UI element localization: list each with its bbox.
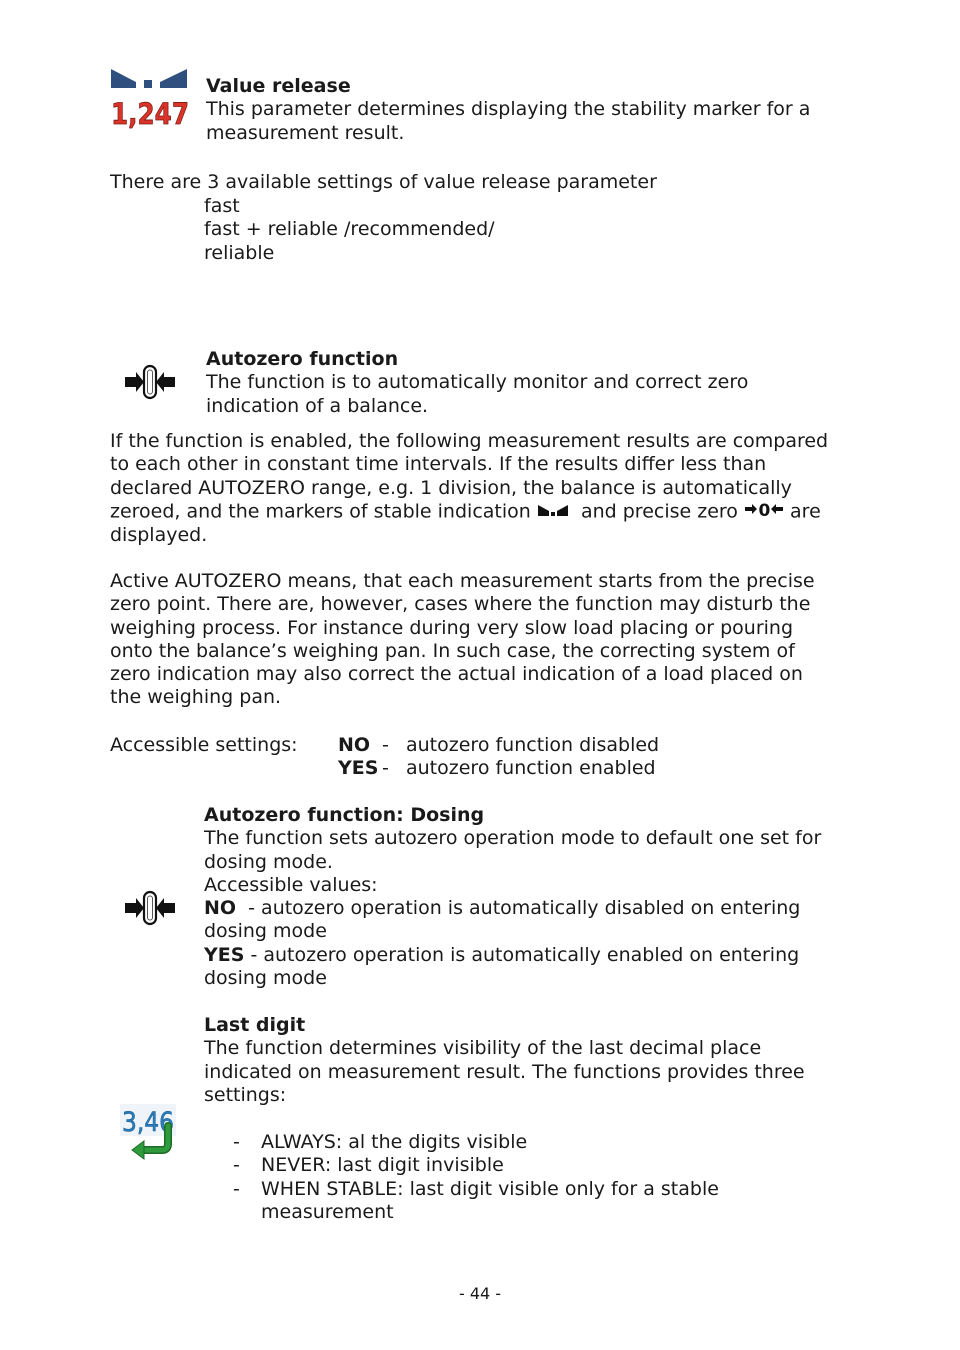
svg-text:1,247: 1,247 [111,97,189,131]
value-release-description: This parameter determines displaying the stability marker for a measurement result. [206,98,811,144]
svg-text:3,46: 3,46 [122,1107,174,1138]
precise-zero-icon [744,500,784,524]
autozero-settings-label: Accessible settings: [110,734,298,756]
list-item: - ALWAYS: al the digits visible [233,1131,528,1153]
autozero-icon [124,364,176,400]
list-item: - NEVER: last digit invisible [233,1154,504,1177]
page-number: - 44 - [458,1284,502,1303]
autozero-setting-yes: YES - autozero function enabled [338,757,656,779]
autozero-section [206,348,836,418]
stable-marker-icon [537,500,569,523]
autozero-description: The function is to automatically monitor and correct zero indication of a balance. [206,371,749,417]
value-release-intro: There are 3 available settings of value release parameter [110,171,657,193]
dosing-value-yes: YES - autozero operation is automatically enabled on entering dosing mode [204,943,800,990]
svg-text:0: 0 [758,500,771,521]
autozero-paragraph-2: Active AUTOZERO means, that each measurement starts from the precise zero point. There are, however, cases where the function may disturb the weighing process. For instance during very slow load placing or pouring onto the balance’s weighing pan. In such case, the correcting system of zero indication may also correct the actual indication of a load placed on the weighing pan. [110,570,815,709]
value-release-title: Value release [206,75,351,97]
autozero-paragraph-1: If the function is enabled, the following measurement results are compared to each other in constant time intervals. If the results differ less than declared AUTOZERO range, e.g. 1 division, the balance is automatically zeroed, and the markers of stable indication and precise zero 0 are displayed. [110,430,829,547]
value-release-options [204,195,495,265]
last-digit-list [233,1131,793,1224]
last-digit-icon [120,1104,178,1158]
dosing-description: The function sets autozero operation mode to default one set for dosing mode. [204,827,822,873]
dosing-values-label: Accessible values: [204,873,378,896]
last-digit-title: Last digit [204,1014,306,1036]
last-digit-description: The function determines visibility of the last decimal place indicated on measurement result. The functions provides three settings: [204,1037,805,1106]
option-fast-reliable: fast + reliable /recommended/ [204,218,495,241]
autozero-dosing-icon [124,890,176,926]
dosing-section [204,804,836,990]
value-release-section [206,75,836,145]
option-fast: fast [204,195,240,217]
stability-marker-icon [110,68,190,131]
autozero-setting-no: NO - autozero function disabled [338,734,660,756]
autozero-title: Autozero function [206,348,399,370]
dosing-title: Autozero function: Dosing [204,804,485,826]
option-reliable: reliable [204,241,275,264]
dosing-value-no: NO - autozero operation is automatically disabled on entering dosing mode [204,897,801,943]
list-item: - WHEN STABLE: last digit visible only for a stable measurement [233,1177,719,1223]
last-digit-section [204,1014,836,1107]
